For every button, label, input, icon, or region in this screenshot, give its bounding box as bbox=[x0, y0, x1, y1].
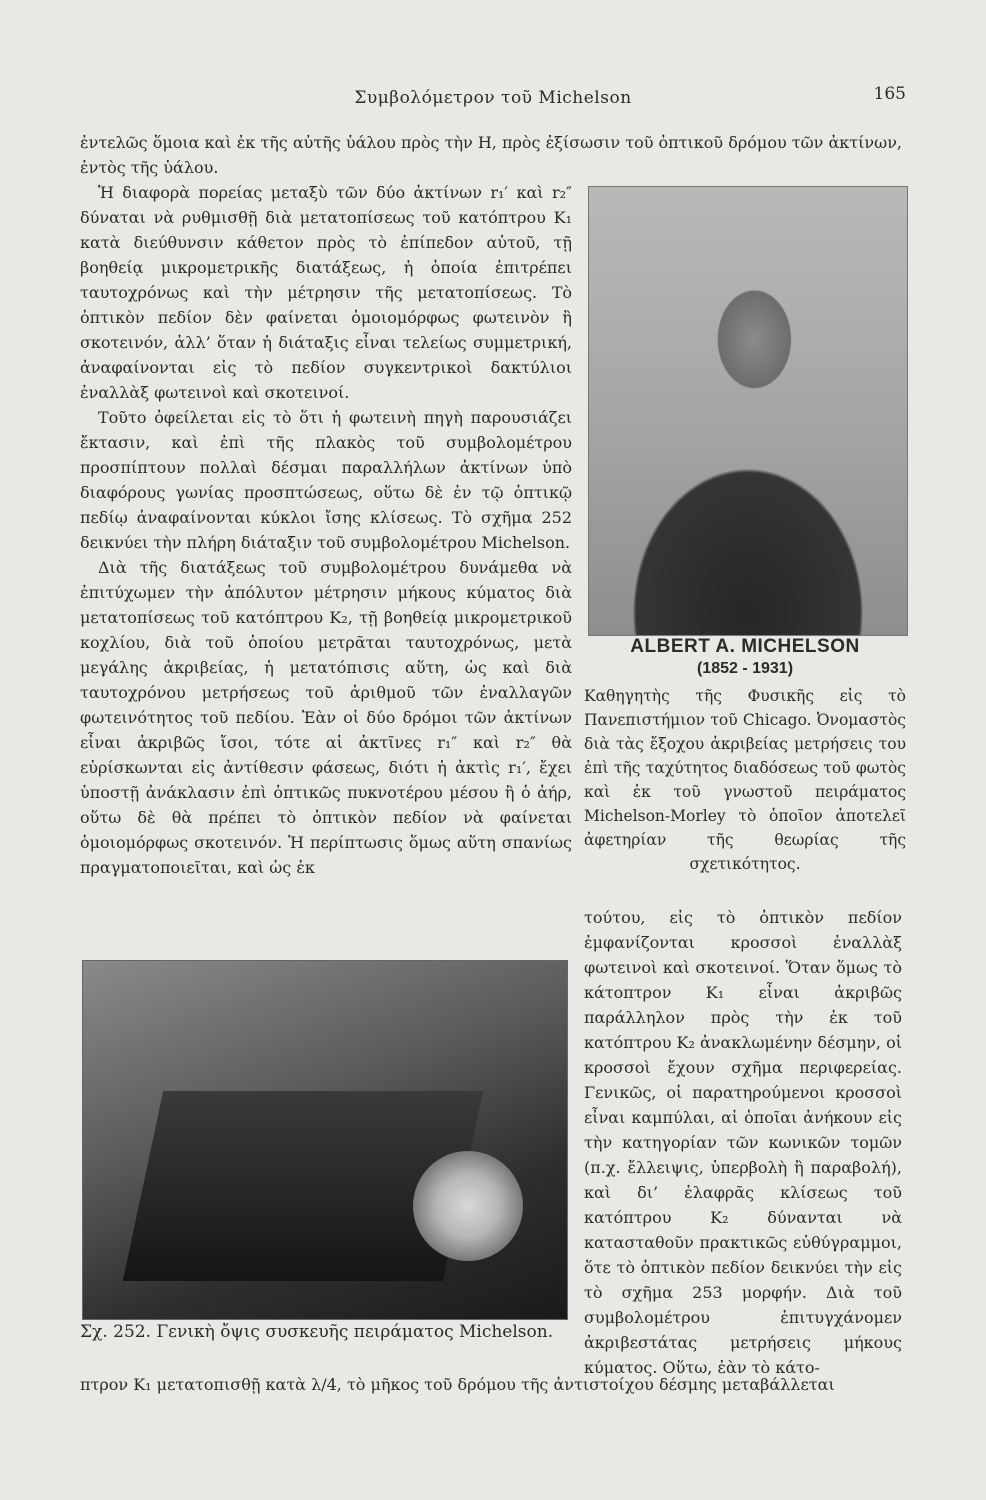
right-column bbox=[584, 905, 902, 1380]
bottom-line bbox=[80, 1372, 902, 1397]
paragraph-3: Διὰ τῆς διατάξεως τοῦ συμβολομέτρου δυνάμεθα νὰ ἐπιτύχωμεν τὴν ἀπόλυτον μέτρησιν μήκους κύματος διὰ μετατοπίσεως τοῦ κατόπτρου K₂, τῇ βοηθείᾳ μικρομετρικοῦ κοχλίου, διὰ τοῦ ὁποίου μετρᾶται ταυτοχρόνως, μετὰ μεγάλης ἀκριβείας, ἡ μετατόπισις αὕτη, ὡς καὶ διὰ ταυτοχρόνου μετρήσεως τοῦ ἀριθμοῦ τῶν ἐναλλαγῶν φωτεινότητος τοῦ πεδίου. Ἐὰν οἱ δύο δρόμοι τῶν ἀκτίνων εἶναι ἀκριβῶς ἴσοι, τότε αἱ ἀκτῖνες r₁″ καὶ r₂″ θὰ εὑρίσκωνται εἰς ἀντίθεσιν φάσεως, διότι ἡ ἀκτὶς r₁′, ἔχει ὑποστῇ ἀνάκλασιν ἐπὶ ὀπτικῶς πυκνοτέρου μέσου ἢ ὁ ἀήρ, οὕτω δὲ θὰ πρέπει τὸ ὀπτικὸν πεδίον νὰ φαίνεται ὁμοιομόρφως σκοτεινόν. Ἡ περίπτωσις ὅμως αὕτη σπανίως πραγματοποιεῖται, καὶ ὡς ἐκ bbox=[80, 558, 572, 877]
paragraph-1: Ἡ διαφορὰ πορείας μεταξὺ τῶν δύο ἀκτίνων r₁′ καὶ r₂″ δύναται νὰ ρυθμισθῇ διὰ μετατοπίσεως τοῦ κατόπτρου K₁ κατὰ διεύθυνσιν κάθετον πρὸς τὸ ἐπίπεδον αὐτοῦ, τῇ βοηθείᾳ μικρομετρικῆς διατάξεως, ἡ ὁποία ἐπιτρέπει ταυτοχρόνως καὶ τὴν μέτρησιν τῆς μετατοπίσεως. Τὸ ὀπτικὸν πεδίον δὲν φαίνεται ὁμοιομόρφως φωτεινὸν ἢ σκοτεινόν, ἀλλ’ ὅταν ἡ διάταξις εἶναι τελείως συμμετρική, ἀναφαίνονται εἰς τὸ πεδίον συγκεντρικοὶ δακτύλιοι ἐναλλὰξ φωτεινοὶ καὶ σκοτεινοί. bbox=[80, 183, 572, 402]
portrait-caption bbox=[584, 636, 906, 876]
interferometer-apparatus-photo bbox=[82, 960, 568, 1320]
running-head: Συμβολόμετρον τοῦ Michelson bbox=[354, 88, 632, 108]
portrait-description: Καθηγητὴς τῆς Φυσικῆς εἰς τὸ Πανεπιστήμιον τοῦ Chicago. Ὀνομαστὸς διὰ τὰς ἔξοχου ἀκριβείας μετρήσεις του ἐπὶ τῆς ταχύτητος διαδόσεως τοῦ φωτὸς καὶ ἐκ τοῦ γνωστοῦ πειράματος Michelson-Morley τὸ ὁποῖον ἀποτελεῖ ἀφετηρίαν τῆς θεωρίας τῆς σχετικότητος. bbox=[584, 687, 906, 873]
portrait-name: ALBERT A. MICHELSON bbox=[630, 636, 860, 657]
bottom-text: πτρον K₁ μετατοπισθῇ κατὰ λ/4, τὸ μῆκος τοῦ δρόμου τῆς ἀντιστοίχου δέσμης μεταβάλλεται bbox=[80, 1375, 835, 1394]
right-column-text: τούτου, εἰς τὸ ὀπτικὸν πεδίον ἐμφανίζονται κροσσοὶ ἐναλλὰξ φωτεινοὶ καὶ σκοτεινοί. Ὅταν ὅμως τὸ κάτοπτρον K₁ εἶναι ἀκριβῶς παράλληλον πρὸς τὴν ἐκ τοῦ κατόπτρου K₂ ἀνακλωμένην δέσμην, οἱ κροσσοὶ ἔχουν σχῆμα περιφερείας. Γενικῶς, οἱ παρατηρούμενοι κροσσοὶ εἶναι καμπύλαι, αἱ ὁποῖαι ἀνήκουν εἰς τὴν κατηγορίαν τῶν κωνικῶν τομῶν (π.χ. ἔλλειψις, ὑπερβολὴ ἢ παραβολή), καὶ δι’ ἐλαφρᾶς κλίσεως τοῦ κατόπτρου K₂ δύνανται νὰ κατασταθοῦν πρακτικῶς εὐθύγραμμοι, ὅτε τὸ ὀπτικὸν πεδίον δεικνύει τὴν εἰς τὸ σχῆμα 253 μορφήν. Διὰ τοῦ συμβολομέτρου ἐπιτυγχάνομεν ἀκριβεστάτας μετρήσεις μήκους κύματος. Οὕτω, ἐὰν τὸ κάτο- bbox=[584, 908, 902, 1377]
portrait-years: (1852 - 1931) bbox=[696, 660, 794, 677]
intro-text: ἐντελῶς ὅμοια καὶ ἐκ τῆς αὐτῆς ὑάλου πρὸς τὴν Η, πρὸς ἐξίσωσιν τοῦ ὀπτικοῦ δρόμου τῶν ἀκτίνων, ἐντὸς τῆς ὑάλου. bbox=[80, 133, 902, 177]
michelson-portrait-photo bbox=[588, 186, 908, 636]
figure-caption: Σχ. 252. Γενικὴ ὄψις συσκευῆς πειράματος Michelson. bbox=[80, 1322, 554, 1342]
paragraph-2: Τοῦτο ὀφείλεται εἰς τὸ ὅτι ἡ φωτεινὴ πηγὴ παρουσιάζει ἔκτασιν, καὶ ἐπὶ τῆς πλακὸς τοῦ συμβολομέτρου προσπίπτουν πολλαὶ δέσμαι παραλλήλων ἀκτίνων ὑπὸ διαφόρους γωνίας προσπτώσεως, οὕτω δὲ ἐν τῷ ὀπτικῷ πεδίῳ ἀναφαίνονται κύκλοι ἴσης κλίσεως. Τὸ σχῆμα 252 δεικνύει τὴν πλήρη διάταξιν τοῦ συμβολομέτρου Michelson. bbox=[80, 408, 572, 552]
intro-paragraph bbox=[80, 130, 902, 180]
page-number: 165 bbox=[873, 84, 906, 104]
left-column bbox=[80, 180, 572, 880]
